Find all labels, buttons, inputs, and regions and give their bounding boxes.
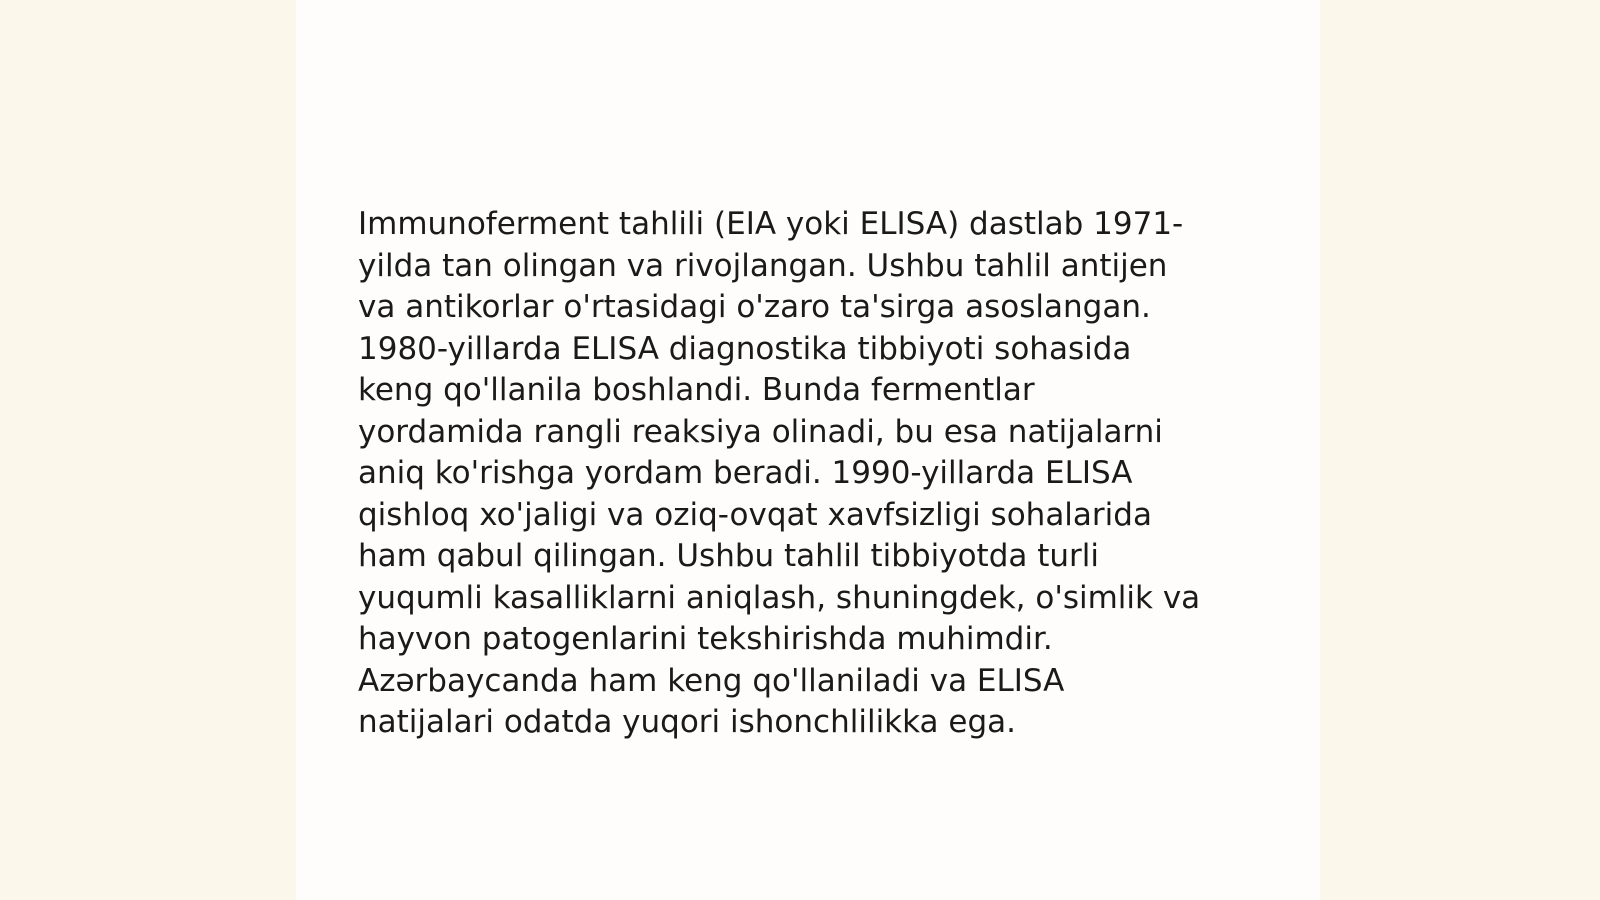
paragraph-line: yilda tan olingan va rivojlangan. Ushbu tahlil antijen <box>358 247 1168 284</box>
paragraph-line: hayvon patogenlarini tekshirishda muhimdir. <box>358 621 1053 657</box>
paragraph-line: aniq ko'rishga yordam beradi. 1990-yillarda ELISA <box>358 455 1133 491</box>
paragraph-line: qishloq xo'jaligi va oziq-ovqat xavfsizligi sohalarida <box>358 496 1152 533</box>
body-paragraph <box>358 204 1258 744</box>
paragraph-line: va antikorlar o'rtasidagi o'zaro ta'sirga asoslangan. <box>358 289 1151 325</box>
paragraph-line: natijalari odatda yuqori ishonchlilikka ega. <box>358 704 1016 740</box>
paragraph-line: Immunoferment tahlili (EIA yoki ELISA) dastlab 1971- <box>358 206 1184 242</box>
paragraph-line: Azərbaycanda ham keng qo'llaniladi va ELISA <box>358 662 1065 699</box>
paragraph-line: 1980-yillarda ELISA diagnostika tibbiyoti sohasida <box>358 330 1132 367</box>
paragraph-line: keng qo'llanila boshlandi. Bunda fermentlar <box>358 372 1035 408</box>
document-page <box>296 0 1320 900</box>
paragraph-line: yordamida rangli reaksiya olinadi, bu esa natijalarni <box>358 413 1163 450</box>
paragraph-line: ham qabul qilingan. Ushbu tahlil tibbiyotda turli <box>358 538 1100 574</box>
paragraph-line: yuqumli kasalliklarni aniqlash, shuningdek, o'simlik va <box>358 579 1201 616</box>
